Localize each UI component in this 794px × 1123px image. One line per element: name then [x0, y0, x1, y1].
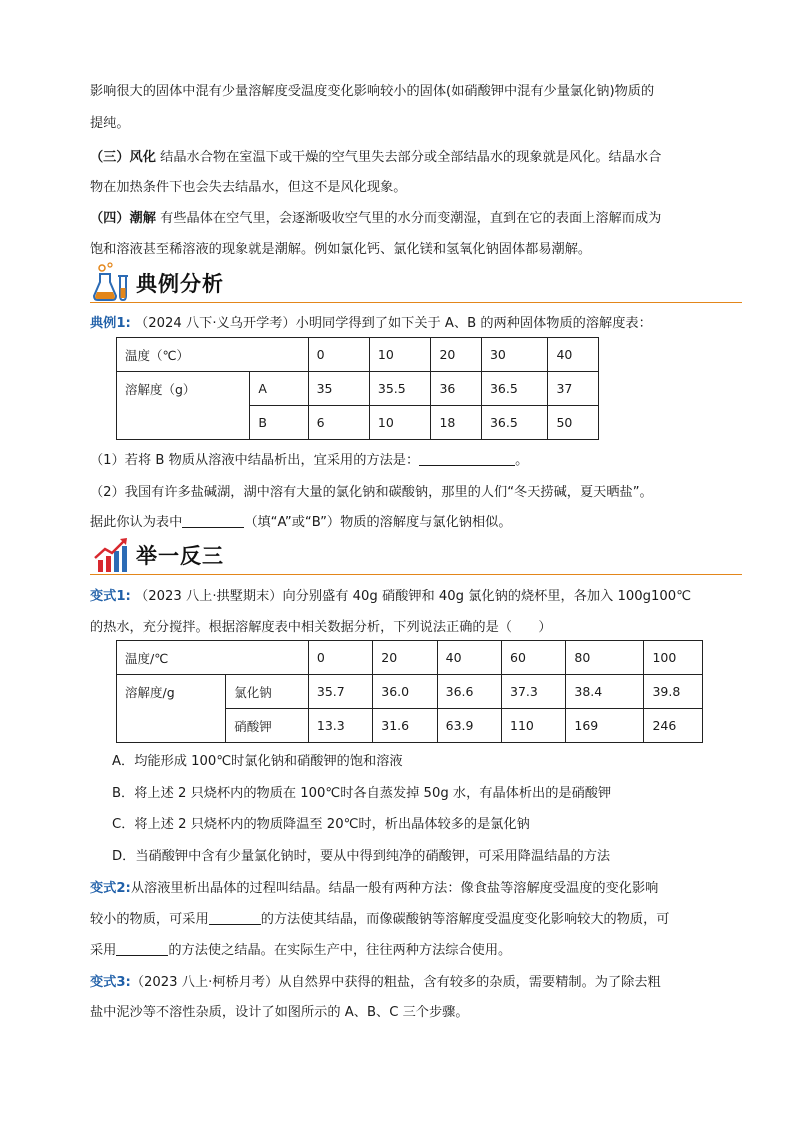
variant-3-line-1	[90, 971, 661, 990]
table-cell: 39.8	[644, 675, 703, 709]
table-cell: 36	[431, 372, 482, 406]
table-cell: 20	[373, 641, 437, 675]
variant-2-text-d: 的方法使之结晶。在实际生产中，往往两种方法综合使用。	[168, 943, 512, 958]
table-cell: 18	[431, 406, 482, 440]
solubility-table-ab	[116, 337, 599, 440]
table-cell: 35	[308, 372, 369, 406]
table-cell: 35.5	[369, 372, 431, 406]
table-cell: 110	[502, 709, 566, 743]
variant-1-label: 变式1:	[90, 589, 131, 604]
table-cell: 10	[369, 338, 431, 372]
table-cell: 38.4	[566, 675, 644, 709]
table-cell: 36.5	[481, 406, 547, 440]
table-cell: 63.9	[437, 709, 501, 743]
table-cell: A	[250, 372, 308, 406]
variant-2-line-1	[90, 877, 658, 896]
table-header-solubility: 溶解度（g）	[117, 372, 250, 440]
option-d[interactable]: D．当硝酸钾中含有少量氯化钠时，要从中得到纯净的硝酸钾，可采用降温结晶的方法	[112, 849, 611, 864]
question-1-end: 。	[515, 453, 529, 468]
table-cell: 246	[644, 709, 703, 743]
table-cell: 60	[502, 641, 566, 675]
paragraph-deliquescence	[90, 207, 661, 226]
variant-2-label: 变式2:	[90, 881, 131, 896]
weathering-label: （三）风化	[90, 150, 156, 165]
example-1-question-1	[90, 449, 528, 468]
intro-line-2: 提纯。	[90, 116, 130, 131]
deliquescence-line-2: 饱和溶液甚至稀溶液的现象就是潮解。例如氯化钙、氯化镁和氢氧化钠固体都易潮解。	[90, 242, 592, 257]
intro-line-1: 影响很大的固体中混有少量溶解度受温度变化影响较小的固体(如硝酸钾中混有少量氯化钠)物质的	[90, 84, 655, 99]
variant-1-text: （2023 八上·拱墅期末）向分别盛有 40g 硝酸钾和 40g 氯化钠的烧杯里，各加入 100g100℃	[135, 589, 692, 604]
table-cell: 30	[481, 338, 547, 372]
table-cell: 169	[566, 709, 644, 743]
answer-blank[interactable]	[209, 911, 261, 925]
bar-chart-growth-icon	[92, 534, 132, 574]
variant-2-line-2	[90, 908, 670, 927]
table-row	[117, 372, 599, 406]
table-row	[117, 675, 703, 709]
variant-3-text: （2023 八上·柯桥月考）从自然界中获得的粗盐，含有较多的杂质，需要精制。为了除去粗	[130, 975, 661, 990]
table-cell: 37.3	[502, 675, 566, 709]
variant-2-line-3	[90, 939, 511, 958]
table-header-solubility: 溶解度/g	[117, 675, 226, 743]
example-1-question	[90, 312, 652, 331]
section-title-practice: 举一反三	[136, 544, 224, 568]
example-1-text: （2024 八下·义乌开学考）小明同学得到了如下关于 A、B 的两种固体物质的溶解度表：	[135, 316, 652, 331]
table-cell: 100	[644, 641, 703, 675]
table-cell: 50	[548, 406, 599, 440]
deliquescence-text: 有些晶体在空气里，会逐渐吸收空气里的水分而变潮湿，直到在它的表面上溶解而成为	[160, 211, 662, 226]
table-cell: 硝酸钾	[226, 709, 309, 743]
table-cell: 40	[548, 338, 599, 372]
question-2-text-a: 据此你认为表中	[90, 515, 183, 530]
table-row	[117, 338, 599, 372]
variant-2-text-b: 的方法使其结晶，而像碳酸钠等溶解度受温度变化影响较大的物质，可	[260, 912, 670, 927]
variant-2-text-c: 采用	[90, 943, 117, 958]
variant-3-label: 变式3:	[90, 975, 131, 990]
example-1-question-2-line-2	[90, 511, 512, 530]
table-cell: 36.6	[437, 675, 501, 709]
option-c[interactable]: C．将上述 2 只烧杯内的物质降温至 20℃时，析出晶体较多的是氯化钠	[112, 817, 530, 832]
table-header-temp: 温度/℃	[117, 641, 309, 675]
variant-3-line-2: 盐中泥沙等不溶性杂质，设计了如图所示的 A、B、C 三个步骤。	[90, 1005, 469, 1020]
section-header-examples	[90, 262, 742, 303]
paragraph-weathering	[90, 146, 661, 165]
question-2-text-b: （填“A”或“B”）物质的溶解度与氯化钠相似。	[244, 515, 512, 530]
table-cell: 37	[548, 372, 599, 406]
example-1-label: 典例1:	[90, 316, 131, 331]
solubility-table-nacl-kno3	[116, 640, 703, 743]
table-cell: 31.6	[373, 709, 437, 743]
answer-blank[interactable]	[419, 452, 515, 466]
table-cell: 氯化钠	[226, 675, 309, 709]
weathering-line-2: 物在加热条件下也会失去结晶水，但这不是风化现象。	[90, 180, 407, 195]
table-cell: 0	[308, 641, 372, 675]
table-cell: 20	[431, 338, 482, 372]
table-cell: 80	[566, 641, 644, 675]
question-1-text: （1）若将 B 物质从溶液中结晶析出，宜采用的方法是：	[90, 453, 420, 468]
variant-2-text: 从溶液里析出晶体的过程叫结晶。结晶一般有两种方法：像食盐等溶解度受温度的变化影响	[130, 881, 659, 896]
variant-1-line-1	[90, 585, 691, 604]
table-cell: 40	[437, 641, 501, 675]
weathering-text: 结晶水合物在室温下或干燥的空气里失去部分或全部结晶水的现象就是风化。结晶水合	[160, 150, 662, 165]
option-a[interactable]: A．均能形成 100℃时氯化钠和硝酸钾的饱和溶液	[112, 754, 403, 769]
table-cell: 36.0	[373, 675, 437, 709]
table-cell: 35.7	[308, 675, 372, 709]
table-cell: 36.5	[481, 372, 547, 406]
lab-flask-icon	[92, 262, 132, 302]
table-cell: 13.3	[308, 709, 372, 743]
table-row	[117, 641, 703, 675]
table-cell: 10	[369, 406, 431, 440]
variant-2-text-a: 较小的物质，可采用	[90, 912, 209, 927]
table-header-temp: 温度（℃）	[117, 338, 309, 372]
example-1-question-2: （2）我国有许多盐碱湖，湖中溶有大量的氯化钠和碳酸钠，那里的人们“冬天捞碱，夏天晒盐”。	[90, 485, 653, 500]
variant-1-line-2: 的热水，充分搅拌。根据溶解度表中相关数据分析，下列说法正确的是（ ）	[90, 620, 552, 635]
table-cell: 0	[308, 338, 369, 372]
answer-blank[interactable]	[116, 942, 168, 956]
deliquescence-label: （四）潮解	[90, 211, 156, 226]
table-cell: B	[250, 406, 308, 440]
table-cell: 6	[308, 406, 369, 440]
section-title-examples: 典例分析	[136, 272, 224, 296]
section-header-practice	[90, 534, 742, 575]
answer-blank[interactable]	[182, 514, 244, 528]
option-b[interactable]: B．将上述 2 只烧杯内的物质在 100℃时各自蒸发掉 50g 水，有晶体析出的是硝酸钾	[112, 786, 612, 801]
